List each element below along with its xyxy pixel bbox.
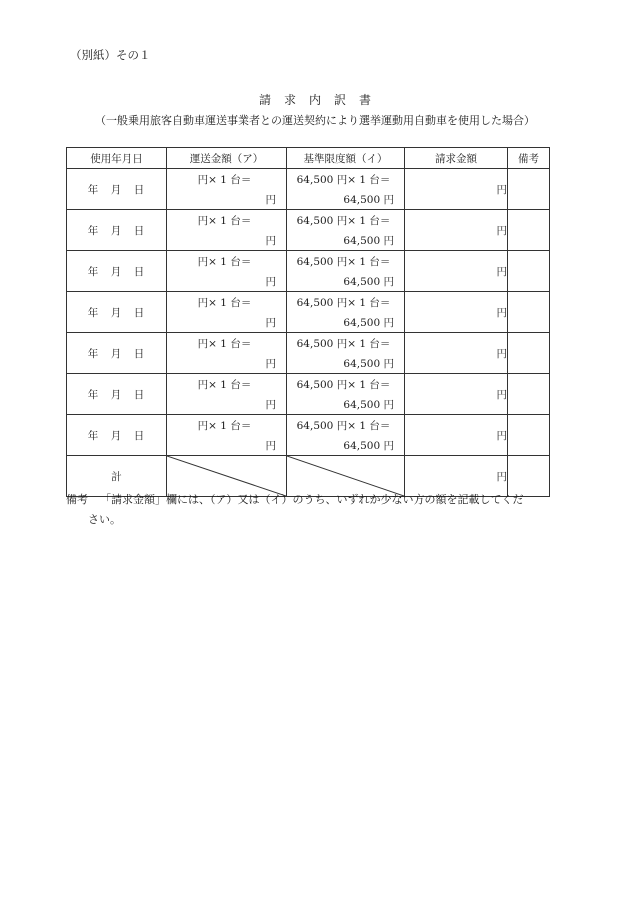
limit-amount-cell bbox=[287, 415, 405, 456]
transport-result: 円 bbox=[265, 357, 276, 370]
header-transport-amount: 運送金額（ア） bbox=[167, 148, 287, 169]
remarks-cell[interactable] bbox=[508, 169, 550, 210]
claim-amount-cell[interactable]: 円 bbox=[405, 169, 508, 210]
date-cell[interactable]: 年 月 日 bbox=[67, 374, 167, 415]
claim-amount-cell[interactable]: 円 bbox=[405, 415, 508, 456]
transport-formula: 円× 1 台＝ bbox=[197, 419, 252, 432]
transport-formula: 円× 1 台＝ bbox=[197, 296, 252, 309]
limit-formula: 64,500 円× 1 台＝ bbox=[296, 173, 391, 186]
limit-result: 64,500 円 bbox=[343, 398, 394, 411]
remarks-cell[interactable] bbox=[508, 415, 550, 456]
limit-result: 64,500 円 bbox=[343, 234, 394, 247]
remarks-note bbox=[66, 490, 556, 530]
date-cell[interactable]: 年 月 日 bbox=[67, 210, 167, 251]
remarks-cell[interactable] bbox=[508, 251, 550, 292]
total-label: 計 bbox=[67, 456, 167, 497]
transport-result: 円 bbox=[265, 316, 276, 329]
total-claim-cell[interactable]: 円 bbox=[405, 456, 508, 497]
date-cell[interactable]: 年 月 日 bbox=[67, 415, 167, 456]
header-use-date: 使用年月日 bbox=[67, 148, 167, 169]
date-cell[interactable]: 年 月 日 bbox=[67, 169, 167, 210]
remarks-cell[interactable] bbox=[508, 210, 550, 251]
table-row bbox=[67, 374, 550, 415]
limit-result: 64,500 円 bbox=[343, 193, 394, 206]
transport-result: 円 bbox=[265, 439, 276, 452]
remarks-cell[interactable] bbox=[508, 292, 550, 333]
transport-result: 円 bbox=[265, 398, 276, 411]
claim-amount-cell[interactable]: 円 bbox=[405, 292, 508, 333]
limit-result: 64,500 円 bbox=[343, 275, 394, 288]
remarks-cell[interactable] bbox=[508, 374, 550, 415]
claim-amount-cell[interactable]: 円 bbox=[405, 374, 508, 415]
limit-amount-cell bbox=[287, 333, 405, 374]
table-header-row bbox=[67, 148, 550, 169]
table-row bbox=[67, 292, 550, 333]
transport-result: 円 bbox=[265, 193, 276, 206]
breakdown-table bbox=[66, 147, 550, 497]
date-cell[interactable]: 年 月 日 bbox=[67, 251, 167, 292]
date-cell[interactable]: 年 月 日 bbox=[67, 333, 167, 374]
document-subtitle: （一般乗用旅客自動車運送事業者との運送契約により選挙運動用自動車を使用した場合） bbox=[95, 114, 535, 127]
limit-formula: 64,500 円× 1 台＝ bbox=[296, 419, 391, 432]
header-claim-amount: 請求金額 bbox=[405, 148, 508, 169]
remarks-cell[interactable] bbox=[508, 333, 550, 374]
table-row bbox=[67, 333, 550, 374]
transport-formula: 円× 1 台＝ bbox=[197, 214, 252, 227]
table-row bbox=[67, 251, 550, 292]
date-cell[interactable]: 年 月 日 bbox=[67, 292, 167, 333]
attachment-label: （別紙）その１ bbox=[70, 48, 151, 62]
note-text-line1: 「請求金額」欄には、（ア）又は（イ）のうち、いずれか少ない方の額を記載してくだ bbox=[100, 493, 524, 506]
document-title: 請求内訳書 bbox=[258, 93, 384, 107]
limit-result: 64,500 円 bbox=[343, 316, 394, 329]
limit-result: 64,500 円 bbox=[343, 357, 394, 370]
claim-amount-cell[interactable]: 円 bbox=[405, 251, 508, 292]
note-text-line2: さい。 bbox=[88, 513, 121, 526]
limit-amount-cell bbox=[287, 251, 405, 292]
transport-amount-cell[interactable] bbox=[167, 169, 287, 210]
limit-amount-cell bbox=[287, 169, 405, 210]
limit-amount-cell bbox=[287, 210, 405, 251]
transport-result: 円 bbox=[265, 234, 276, 247]
transport-formula: 円× 1 台＝ bbox=[197, 337, 252, 350]
transport-amount-cell[interactable] bbox=[167, 210, 287, 251]
transport-formula: 円× 1 台＝ bbox=[197, 173, 252, 186]
limit-amount-cell bbox=[287, 374, 405, 415]
table-row bbox=[67, 169, 550, 210]
limit-amount-cell bbox=[287, 292, 405, 333]
limit-formula: 64,500 円× 1 台＝ bbox=[296, 255, 391, 268]
transport-formula: 円× 1 台＝ bbox=[197, 255, 252, 268]
header-limit-amount: 基準限度額（イ） bbox=[287, 148, 405, 169]
claim-amount-cell[interactable]: 円 bbox=[405, 333, 508, 374]
transport-amount-cell[interactable] bbox=[167, 251, 287, 292]
table-row bbox=[67, 415, 550, 456]
transport-amount-cell[interactable] bbox=[167, 333, 287, 374]
limit-formula: 64,500 円× 1 台＝ bbox=[296, 337, 391, 350]
limit-formula: 64,500 円× 1 台＝ bbox=[296, 296, 391, 309]
limit-formula: 64,500 円× 1 台＝ bbox=[296, 378, 391, 391]
limit-formula: 64,500 円× 1 台＝ bbox=[296, 214, 391, 227]
transport-result: 円 bbox=[265, 275, 276, 288]
transport-amount-cell[interactable] bbox=[167, 292, 287, 333]
transport-amount-cell[interactable] bbox=[167, 374, 287, 415]
transport-amount-cell[interactable] bbox=[167, 415, 287, 456]
transport-formula: 円× 1 台＝ bbox=[197, 378, 252, 391]
header-remarks: 備考 bbox=[508, 148, 550, 169]
limit-result: 64,500 円 bbox=[343, 439, 394, 452]
claim-amount-cell[interactable]: 円 bbox=[405, 210, 508, 251]
table-row bbox=[67, 210, 550, 251]
note-label: 備考 bbox=[66, 493, 88, 506]
